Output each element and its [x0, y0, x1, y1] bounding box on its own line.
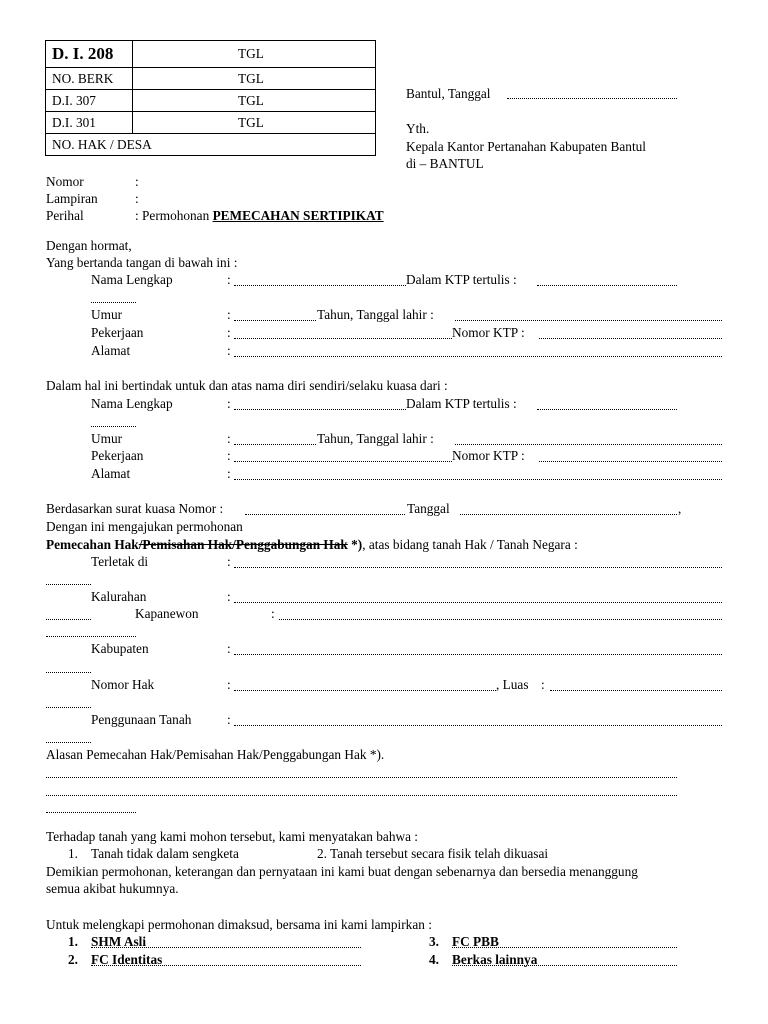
colon: : [227, 589, 231, 604]
colon: : [227, 712, 231, 727]
terletak-label: Terletak di [91, 554, 149, 569]
colon: : [227, 554, 231, 569]
pekerjaan-field[interactable] [234, 338, 452, 339]
tgl-label: TGL [238, 70, 264, 86]
terletak-field[interactable] [234, 567, 722, 568]
proxy-nama-lengkap-field[interactable] [234, 409, 406, 410]
no-berk-cell: NO. BERK [46, 68, 133, 90]
proxy-intro: Dalam hal ini bertindak untuk dan atas nama diri sendiri/selaku kuasa dari : [46, 378, 448, 393]
proxy-ktp-tertulis-field-cont[interactable] [91, 426, 136, 427]
nomor-ktp-label: Nomor KTP : [452, 325, 525, 340]
alamat-field[interactable] [234, 356, 722, 357]
kabupaten-field[interactable] [234, 654, 722, 655]
colon: : [227, 325, 231, 340]
intro-text: Yang bertanda tangan di bawah ini : [46, 255, 238, 270]
penggunaan-label: Penggunaan Tanah [91, 712, 192, 727]
nomor-hak-label: Nomor Hak [91, 677, 155, 692]
proxy-nomor-ktp-label: Nomor KTP : [452, 448, 525, 463]
proxy-nama-lengkap-label: Nama Lengkap [91, 396, 173, 411]
proxy-pekerjaan-field[interactable] [234, 461, 452, 462]
perihal-prefix: : Permohonan [135, 208, 213, 223]
colon: : [227, 641, 231, 656]
type-rest: , atas bidang tanah Hak / Tanah Negara : [362, 537, 578, 552]
colon: : [271, 606, 275, 621]
colon: : [227, 466, 231, 481]
nomor-hak-field[interactable] [234, 690, 496, 691]
luas-field-cont[interactable] [46, 707, 91, 708]
kuasa-label: Berdasarkan surat kuasa Nomor : [46, 501, 224, 516]
proxy-ttl-label: Tahun, Tanggal lahir : [317, 431, 434, 446]
di307-tgl-cell[interactable] [133, 90, 376, 112]
colon: : [541, 677, 545, 692]
closing-line2: semua akibat hukumnya. [46, 881, 179, 896]
lampiran-colon: : [135, 191, 139, 206]
attachment-berkas-lainnya: Berkas lainnya [452, 952, 538, 967]
di208-cell [46, 41, 133, 68]
statement-item1-num: 1. [68, 846, 78, 861]
attachment-4-line[interactable] [452, 965, 677, 966]
nomor-ktp-field[interactable] [539, 338, 722, 339]
colon: : [227, 343, 231, 358]
di301-cell: D.I. 301 [46, 112, 133, 134]
nomor-colon: : [135, 174, 139, 189]
penggunaan-field-cont[interactable] [46, 742, 91, 743]
di307-cell: D.I. 307 [46, 90, 133, 112]
attachment-num-1: 1. [68, 934, 78, 949]
reason-line-3[interactable] [46, 812, 136, 813]
kuasa-tanggal-label: Tanggal [407, 501, 450, 516]
alamat-label: Alamat [91, 343, 131, 358]
attachment-shm-asli: SHM Asli [91, 934, 147, 949]
proxy-alamat-label: Alamat [91, 466, 131, 481]
perihal-subject: PEMECAHAN SERTIPIKAT [212, 208, 384, 223]
kalurahan-label: Kalurahan [91, 589, 147, 604]
perihal-label: Perihal [46, 208, 84, 223]
place-date-label: Bantul, Tanggal [406, 86, 491, 101]
ktp-tertulis-field[interactable] [537, 285, 677, 286]
kalurahan-field[interactable] [234, 602, 722, 603]
greeting: Dengan hormat, [46, 238, 132, 253]
kabupaten-label: Kabupaten [91, 641, 149, 656]
attachment-num-2: 2. [68, 952, 78, 967]
type-selected: Pemecahan Hak [46, 537, 139, 552]
no-hak-desa-cell[interactable]: NO. HAK / DESA [46, 134, 376, 156]
colon: : [227, 307, 231, 322]
kalurahan-field-cont[interactable] [46, 619, 91, 620]
type-star: *) [347, 537, 363, 552]
umur-label: Umur [91, 307, 123, 322]
recipient-label: Kepala Kantor Pertanahan Kabupaten Bantul [406, 139, 646, 154]
proxy-pekerjaan-label: Pekerjaan [91, 448, 144, 463]
attachment-fc-identitas: FC Identitas [91, 952, 163, 967]
penggunaan-field[interactable] [234, 725, 722, 726]
reason-label: Alasan Pemecahan Hak/Pemisahan Hak/Penggabungan Hak *). [46, 747, 385, 762]
statement-intro: Terhadap tanah yang kami mohon tersebut, kami menyatakan bahwa : [46, 829, 418, 844]
kapanewon-field-cont[interactable] [46, 636, 136, 637]
date-field[interactable] [507, 98, 677, 99]
type-struck: /Pemisahan Hak/Penggabungan Hak [138, 537, 348, 552]
proxy-ttl-field[interactable] [455, 444, 722, 445]
ttl-field[interactable] [455, 320, 722, 321]
kabupaten-field-cont[interactable] [46, 672, 91, 673]
statement-item2: 2. Tanah tersebut secara fisik telah dikuasai [317, 846, 549, 861]
ktp-tertulis-field-cont[interactable] [91, 302, 136, 303]
kapanewon-label: Kapanewon [135, 606, 199, 621]
luas-label: , Luas [496, 677, 529, 692]
di301-tgl-cell[interactable] [133, 112, 376, 134]
kapanewon-field[interactable] [279, 619, 722, 620]
pekerjaan-label: Pekerjaan [91, 325, 144, 340]
umur-field[interactable] [234, 320, 316, 321]
lampiran-label: Lampiran [46, 191, 98, 206]
colon: : [227, 431, 231, 446]
nomor-label: Nomor [46, 174, 84, 189]
terletak-field-cont[interactable] [46, 584, 91, 585]
attachment-1-line[interactable] [91, 947, 361, 948]
submit-text: Dengan ini mengajukan permohonan [46, 519, 243, 534]
tgl-label: TGL [238, 46, 264, 61]
attachment-fc-pbb: FC PBB [452, 934, 499, 949]
ktp-tertulis-label: Dalam KTP tertulis : [406, 272, 517, 287]
colon: : [227, 396, 231, 411]
tgl-label: TGL [238, 92, 264, 108]
colon: : [227, 448, 231, 463]
attachment-2-line[interactable] [91, 965, 361, 966]
reason-line-1[interactable] [46, 777, 677, 778]
perihal-value [135, 208, 384, 224]
proxy-nomor-ktp-field[interactable] [539, 461, 722, 462]
kuasa-nomor-field[interactable] [245, 514, 405, 515]
no-berk-tgl-cell[interactable] [133, 68, 376, 90]
colon: : [227, 272, 231, 287]
application-type [46, 537, 578, 553]
attachment-3-line[interactable] [452, 947, 677, 948]
reason-line-2[interactable] [46, 795, 677, 796]
proxy-ktp-tertulis-label: Dalam KTP tertulis : [406, 396, 517, 411]
nama-lengkap-field[interactable] [234, 285, 406, 286]
closing-line1: Demikian permohonan, keterangan dan pernyataan ini kami buat dengan sebenarnya dan bersedia menanggung [46, 864, 638, 879]
proxy-ktp-tertulis-field[interactable] [537, 409, 677, 410]
comma: , [678, 501, 682, 516]
statement-item1: Tanah tidak dalam sengketa [91, 846, 239, 861]
proxy-alamat-field[interactable] [234, 479, 722, 480]
di208-tgl-cell[interactable] [133, 41, 376, 68]
proxy-umur-label: Umur [91, 431, 123, 446]
attachment-num-3: 3. [429, 934, 439, 949]
luas-field[interactable] [550, 690, 722, 691]
register-box [45, 40, 376, 156]
di208-label: D. I. 208 [52, 43, 114, 63]
attachments-intro: Untuk melengkapi permohonan dimaksud, bersama ini kami lampirkan : [46, 917, 432, 932]
nama-lengkap-label: Nama Lengkap [91, 272, 173, 287]
tgl-label: TGL [238, 114, 264, 130]
kuasa-tanggal-field[interactable] [460, 514, 677, 515]
attachment-num-4: 4. [429, 952, 439, 967]
colon: : [227, 677, 231, 692]
ttl-label: Tahun, Tanggal lahir : [317, 307, 434, 322]
yth-label: Yth. [406, 121, 430, 136]
recipient-city-label: di – BANTUL [406, 156, 484, 171]
proxy-umur-field[interactable] [234, 444, 316, 445]
